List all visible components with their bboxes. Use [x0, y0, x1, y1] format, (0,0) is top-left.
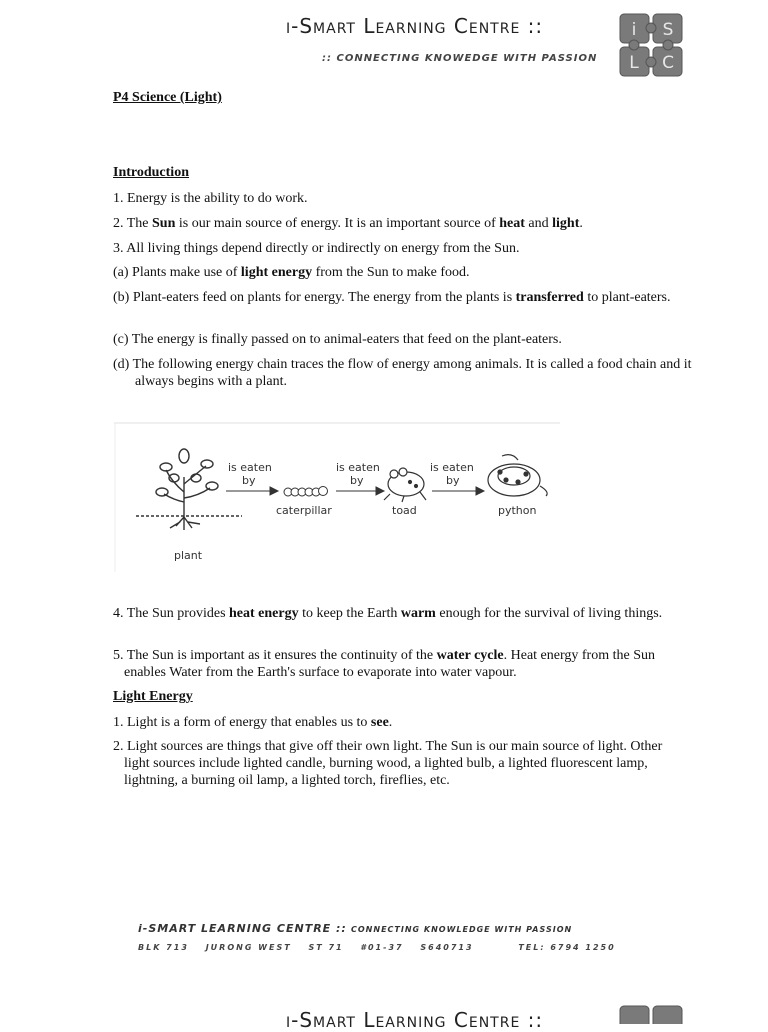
arrow-label: is eaten [228, 461, 272, 474]
footer-address-part: JURONG WEST [205, 943, 292, 952]
arrow-label: by [350, 474, 364, 487]
footer-centre-line [138, 922, 572, 935]
intro-point-4: 4. The Sun provides heat energy to keep the Earth warm enough for the survival of living things. [113, 606, 663, 621]
logo-letter: L [629, 53, 639, 73]
intro-point-b: (b) Plant-eaters feed on plants for energy. The energy from the plants is transferred to plant-eaters. [113, 290, 671, 305]
light-point-2: 2. Light sources are things that give off their own light. The Sun is our main source of light. Other light sources include lighted candle, burning wood, a lighted bulb, a lighted fluorescent lamp, lightning, a burning oil lamp, a lighted torch, fireflies, etc. [113, 739, 663, 788]
food-chain-item: plant [174, 549, 203, 562]
intro-point-3: 3. All living things depend directly or indirectly on energy from the Sun. [113, 241, 520, 256]
arrow-right-icon [336, 487, 384, 495]
intro-point-d: (d) The following energy chain traces the flow of energy among animals. It is called a food chain and it always begins with a plant. [113, 357, 692, 389]
centre-tagline: :: CONNECTING KNOWEDGE WITH PASSION [322, 53, 598, 64]
footer-address-line [138, 943, 628, 952]
arrow-right-icon [226, 487, 278, 495]
intro-point-5: 5. The Sun is important as it ensures the continuity of the water cycle. Heat energy from the Sun enables Water from the Earth's surface to evaporate into water vapour. [113, 648, 655, 680]
arrow-label: is eaten [430, 461, 474, 474]
footer-name: i-SMART LEARNING CENTRE :: [138, 922, 347, 935]
food-chain-item: caterpillar [276, 504, 332, 517]
intro-point-1: 1. Energy is the ability to do work. [113, 191, 308, 206]
light-point-1: 1. Light is a form of energy that enables us to see. [113, 715, 393, 730]
footer-tagline: CONNECTING KNOWLEDGE WITH PASSION [351, 925, 573, 934]
footer-address-part: #01-37 [360, 943, 404, 952]
arrow-label: by [446, 474, 460, 487]
section-heading-introduction: Introduction [113, 165, 189, 180]
next-page-logo-icon [618, 1004, 684, 1024]
arrow-label: is eaten [336, 461, 380, 474]
arrow-right-icon [432, 487, 484, 495]
footer-telephone: TEL: 6794 1250 [518, 943, 616, 952]
section-heading-light-energy: Light Energy [113, 689, 193, 704]
food-chain-diagram [114, 422, 562, 574]
intro-point-a: (a) Plants make use of light energy from the Sun to make food. [113, 265, 470, 280]
footer-address-part: S640713 [420, 943, 474, 952]
logo-letter: C [662, 53, 674, 73]
intro-point-c: (c) The energy is finally passed on to animal-eaters that feed on the plant-eaters. [113, 332, 562, 347]
python-icon [488, 455, 547, 496]
centre-title: i-Smart Learning Centre :: [286, 14, 544, 38]
arrow-label: by [242, 474, 256, 487]
footer-address-part: ST 71 [308, 943, 344, 952]
isl-logo-icon [618, 12, 684, 78]
document-title: P4 Science (Light) [113, 90, 222, 105]
logo-letter: S [662, 20, 674, 40]
toad-icon [384, 468, 426, 502]
next-page-centre-title: i-Smart Learning Centre :: [286, 1008, 544, 1032]
footer-address-part: BLK 713 [138, 943, 189, 952]
intro-point-2: 2. The Sun is our main source of energy. It is an important source of heat and light. [113, 216, 583, 231]
food-chain-item: python [498, 504, 537, 517]
plant-icon [136, 449, 242, 530]
logo-letter: i [631, 20, 637, 40]
caterpillar-icon [284, 487, 328, 497]
food-chain-item: toad [392, 504, 417, 517]
